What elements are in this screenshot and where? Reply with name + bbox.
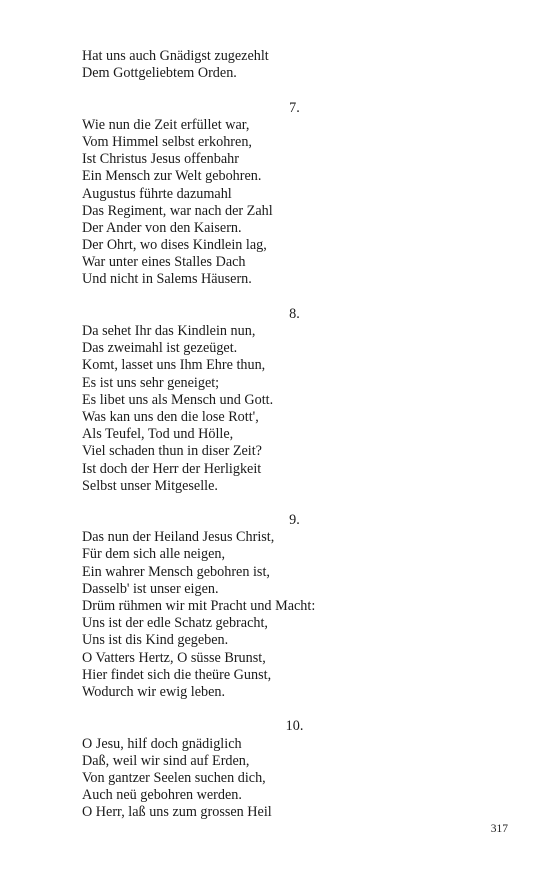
poem-line: Drüm rühmen wir mit Pracht und Macht: [82, 598, 316, 614]
poem-line: Der Ander von den Kaisern. [82, 219, 242, 236]
poem-line: Und nicht in Salems Häusern. [82, 271, 252, 288]
poem-text [82, 48, 482, 821]
poem-line: Es ist uns sehr geneiget; [82, 374, 220, 391]
stanza-number: 9. [289, 512, 300, 529]
poem-line: Auch neü gebohren werden. [82, 787, 242, 804]
poem-line: O Jesu, hilf doch gnädiglich [82, 735, 242, 752]
poem-line: Wie nun die Zeit erfüllet war, [82, 116, 250, 133]
poem-line: Von gantzer Seelen suchen dich, [82, 769, 266, 786]
poem-line: Hier findet sich die theüre Gunst, [82, 666, 272, 683]
poem-line: Uns ist der edle Schatz gebracht, [82, 615, 268, 632]
poem-line: O Vatters Hertz, O süsse Brunst, [82, 649, 266, 666]
poem-line: Das nun der Heiland Jesus Christ, [82, 529, 275, 546]
page-number: 317 [490, 823, 508, 835]
stanza-number: 8. [289, 305, 300, 322]
poem-line: Das zweimahl ist gezeüget. [82, 340, 238, 357]
poem-line: Ein Mensch zur Welt gebohren. [82, 168, 262, 185]
poem-line: War unter eines Stalles Dach [82, 254, 246, 271]
poem-line: Wodurch wir ewig leben. [82, 683, 226, 700]
poem-line: Dasselb' ist unser eigen. [82, 580, 219, 597]
poem-line: Vom Himmel selbst erkohren, [82, 133, 252, 150]
stanza-number: 7. [289, 99, 300, 116]
poem-line: Augustus führte dazumahl [82, 185, 232, 202]
poem-line: Komt, lasset uns Ihm Ehre thun, [82, 357, 266, 374]
poem-line: Da sehet Ihr das Kindlein nun, [82, 323, 256, 339]
poem-line: Ist Christus Jesus offenbahr [82, 151, 239, 168]
poem-line: Ein wahrer Mensch gebohren ist, [82, 563, 270, 580]
poem-line: Uns ist dis Kind gegeben. [82, 632, 229, 649]
poem-line: Der Ohrt, wo dises Kindlein lag, [82, 237, 267, 254]
opening-lines [82, 48, 482, 82]
poem-line: Daß, weil wir sind auf Erden, [82, 752, 250, 769]
poem-line: Viel schaden thun in diser Zeit? [82, 443, 262, 460]
poem-line: Selbst unser Mitgeselle. [82, 477, 218, 494]
stanza-7 [82, 100, 482, 289]
poem-line: Als Teufel, Tod und Hölle, [82, 426, 234, 443]
poem-line: Es libet uns als Mensch und Gott. [82, 391, 274, 408]
stanza-8 [82, 306, 482, 495]
poem-line: Was kan uns den die lose Rott', [82, 408, 259, 425]
poem-line: O Herr, laß uns zum grossen Heil [82, 804, 272, 821]
poem-line: Ist doch der Herr der Herligkeit [82, 460, 262, 477]
poem-line: Das Regiment, war nach der Zahl [82, 202, 273, 219]
stanza-number: 10. [285, 718, 304, 735]
stanza-9 [82, 512, 482, 701]
poem-line: Hat uns auch Gnädigst zugezehlt [82, 48, 269, 64]
poem-line: Dem Gottgeliebtem Orden. [82, 65, 237, 82]
poem-line: Für dem sich alle neigen, [82, 546, 226, 563]
stanza-10 [82, 718, 482, 821]
